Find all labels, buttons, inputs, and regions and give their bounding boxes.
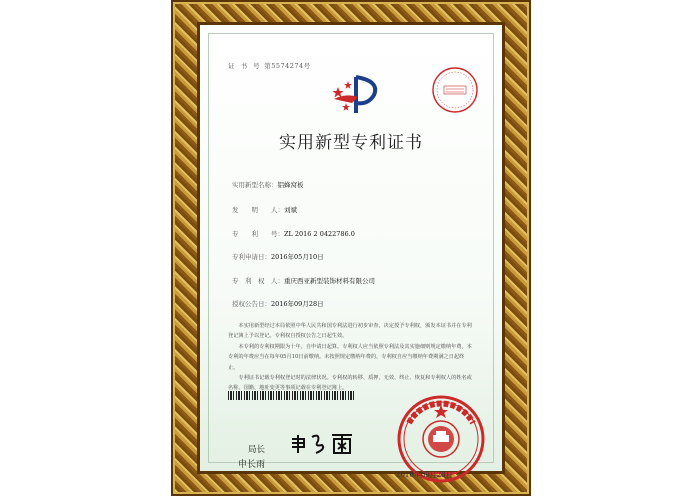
director-title: 局长 (248, 445, 266, 455)
body-paragraph: 本实用新型经过本局依照中华人民共和国专利法进行初步审查，决定授予专利权，颁发本证书并在专利登记簿上予以登记。专利权自授权公告之日起生效。 (228, 323, 472, 340)
certificate-body-text (228, 321, 474, 394)
certificate-number-value: 第5574274号 (264, 62, 311, 70)
field-value: 2016年09月28日 (271, 300, 324, 308)
certificate-number-label: 证 书 号 (228, 62, 262, 70)
certificate-title: 实用新型专利证书 (279, 133, 423, 153)
field-value: 2016年05月10日 (271, 253, 324, 261)
field-utility-model-name (232, 180, 304, 189)
field-key: 专 利 权 人： (232, 277, 284, 285)
agency-stamp-icon (430, 65, 480, 115)
seal-date: 2016年09月28日 (396, 471, 453, 479)
barcode (228, 391, 354, 400)
field-value: ZL 2016 2 0422786.0 (284, 230, 355, 238)
field-key: 实用新型名称： (232, 181, 278, 189)
body-paragraph: 本专利的专利权期限为十年，自申请日起算。专利权人应当依照专利法及其实施细则规定缴纳年费。本专利的年费应当在每年05月10日前缴纳。未按照规定缴纳年费的，专利权自应当缴纳年费期满之日起终止。 (228, 343, 472, 371)
field-patent-number (232, 229, 355, 238)
body-paragraph: 专利证书记载专利权登记时的法律状况。专利权的转移、质押、无效、终止、恢复和专利权人的姓名或名称、国籍、地址变更等事项记载在专利登记簿上。 (228, 375, 472, 392)
director-signature-icon (288, 429, 358, 457)
certificate-paper (200, 25, 502, 479)
field-value: 刘斌 (284, 206, 297, 214)
field-value: 铝蜂窝板 (277, 181, 304, 189)
field-patentee (232, 276, 375, 285)
field-key: 授权公告日： (232, 300, 271, 308)
field-inventor (232, 205, 297, 214)
patent-office-logo-icon (328, 73, 380, 117)
field-value: 重庆西亚新型装饰材料有限公司 (284, 277, 375, 285)
field-grant-date (232, 299, 324, 308)
certificate-number (228, 61, 311, 70)
field-key: 专 利 号： (232, 230, 284, 238)
field-key: 专利申请日： (232, 253, 271, 261)
director-name: 申长雨 (238, 460, 266, 470)
field-key: 发 明 人： (232, 206, 284, 214)
field-application-date (232, 252, 324, 261)
